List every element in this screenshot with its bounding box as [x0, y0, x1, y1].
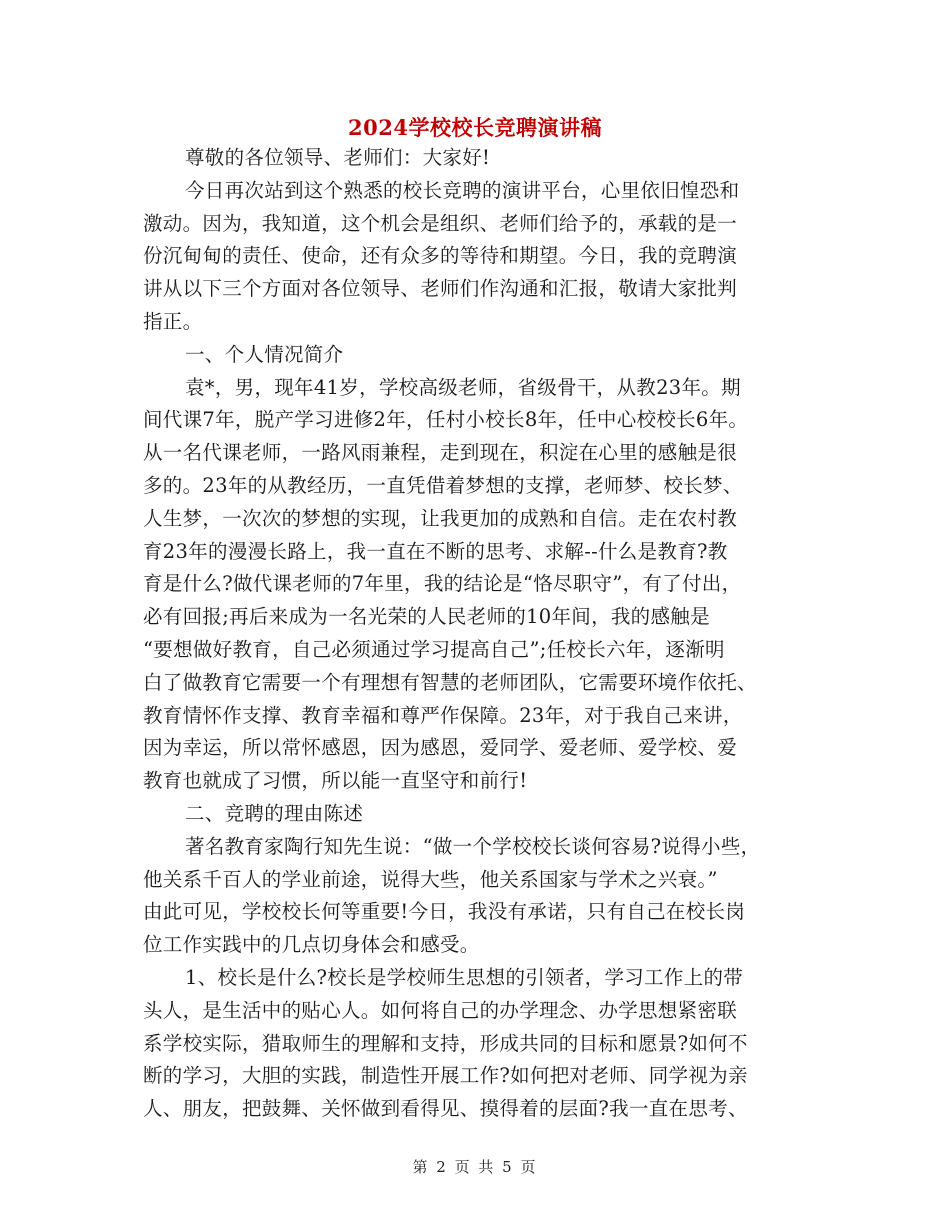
text-line: 袁*，男，现年41岁，学校高级老师，省级骨干，从教23年。期	[185, 375, 741, 399]
text-line: 他关系千百人的学业前途，说得大些，他关系国家与学术之兴衰。”	[143, 867, 718, 891]
text-line: 必有回报;再后来成为一名光荣的人民老师的10年间，我的感触是	[143, 605, 710, 629]
text-line: 1、校长是什么?校长是学校师生思想的引领者，学习工作上的带	[185, 965, 744, 989]
document-title: 2024学校校长竞聘演讲稿	[348, 115, 602, 140]
text-line: 白了做教育它需要一个有理想有智慧的老师团队，它需要环境作依托、	[143, 670, 757, 694]
text-line: 间代课7年，脱产学习进修2年，任村小校长8年，任中心校校长6年。	[143, 408, 749, 432]
text-line: 二、竞聘的理由陈述	[185, 801, 364, 825]
text-line: 激动。因为，我知道，这个机会是组织、老师们给予的，承载的是一	[143, 211, 738, 235]
text-line: 位工作实践中的几点切身体会和感受。	[143, 933, 480, 957]
text-line: 育23年的漫漫长路上，我一直在不断的思考、求解--什么是教育?教	[143, 539, 728, 563]
text-line: 多的。23年的从教经历，一直凭借着梦想的支撑，老师梦、校长梦、	[143, 473, 743, 497]
text-line: 系学校实际，猎取师生的理解和支持，形成共同的目标和愿景?如何不	[143, 1031, 748, 1055]
text-line: “要想做好教育，自己必须通过学习提高自己”;任校长六年，逐渐明	[143, 637, 725, 661]
text-line: 由此可见，学校校长何等重要!今日，我没有承诺，只有自己在校长岗	[143, 900, 746, 924]
text-line: 育是什么?做代课老师的7年里，我的结论是“恪尽职守”，有了付出，	[143, 572, 742, 596]
text-line: 今日再次站到这个熟悉的校长竞聘的演讲平台，心里依旧惶恐和	[185, 178, 740, 202]
page-footer: 第 2 页 共 5 页	[412, 1158, 538, 1176]
text-line: 讲从以下三个方面对各位领导、老师们作沟通和汇报，敬请大家批判	[143, 277, 738, 301]
document-body	[143, 142, 833, 1126]
text-line: 从一名代课老师，一路风雨兼程，走到现在，积淀在心里的感触是很	[143, 441, 738, 465]
text-line: 尊敬的各位领导、老师们：大家好!	[185, 146, 491, 169]
text-line: 教育情怀作支撑、教育幸福和尊严作保障。23年，对于我自己来讲，	[143, 703, 743, 727]
text-line: 著名教育家陶行知先生说：“做一个学校校长谈何容易?说得小些，	[185, 834, 761, 858]
text-line: 份沉甸甸的责任、使命，还有众多的等待和期望。今日，我的竞聘演	[143, 244, 738, 268]
text-line: 指正。	[143, 309, 203, 333]
text-line: 人、朋友，把鼓舞、关怀做到看得见、摸得着的层面?我一直在思考、	[143, 1097, 748, 1121]
text-line: 一、个人情况简介	[185, 342, 344, 366]
text-line: 断的学习，大胆的实践，制造性开展工作?如何把对老师、同学视为亲	[143, 1064, 748, 1088]
text-line: 因为幸运，所以常怀感恩，因为感恩，爱同学、爱老师、爱学校、爱	[143, 736, 738, 760]
text-line: 头人，是生活中的贴心人。如何将自己的办学理念、办学思想紧密联	[143, 998, 738, 1022]
text-line: 人生梦，一次次的梦想的实现，让我更加的成熟和自信。走在农村教	[143, 506, 738, 530]
text-line: 教育也就成了习惯，所以能一直坚守和前行!	[143, 769, 528, 793]
